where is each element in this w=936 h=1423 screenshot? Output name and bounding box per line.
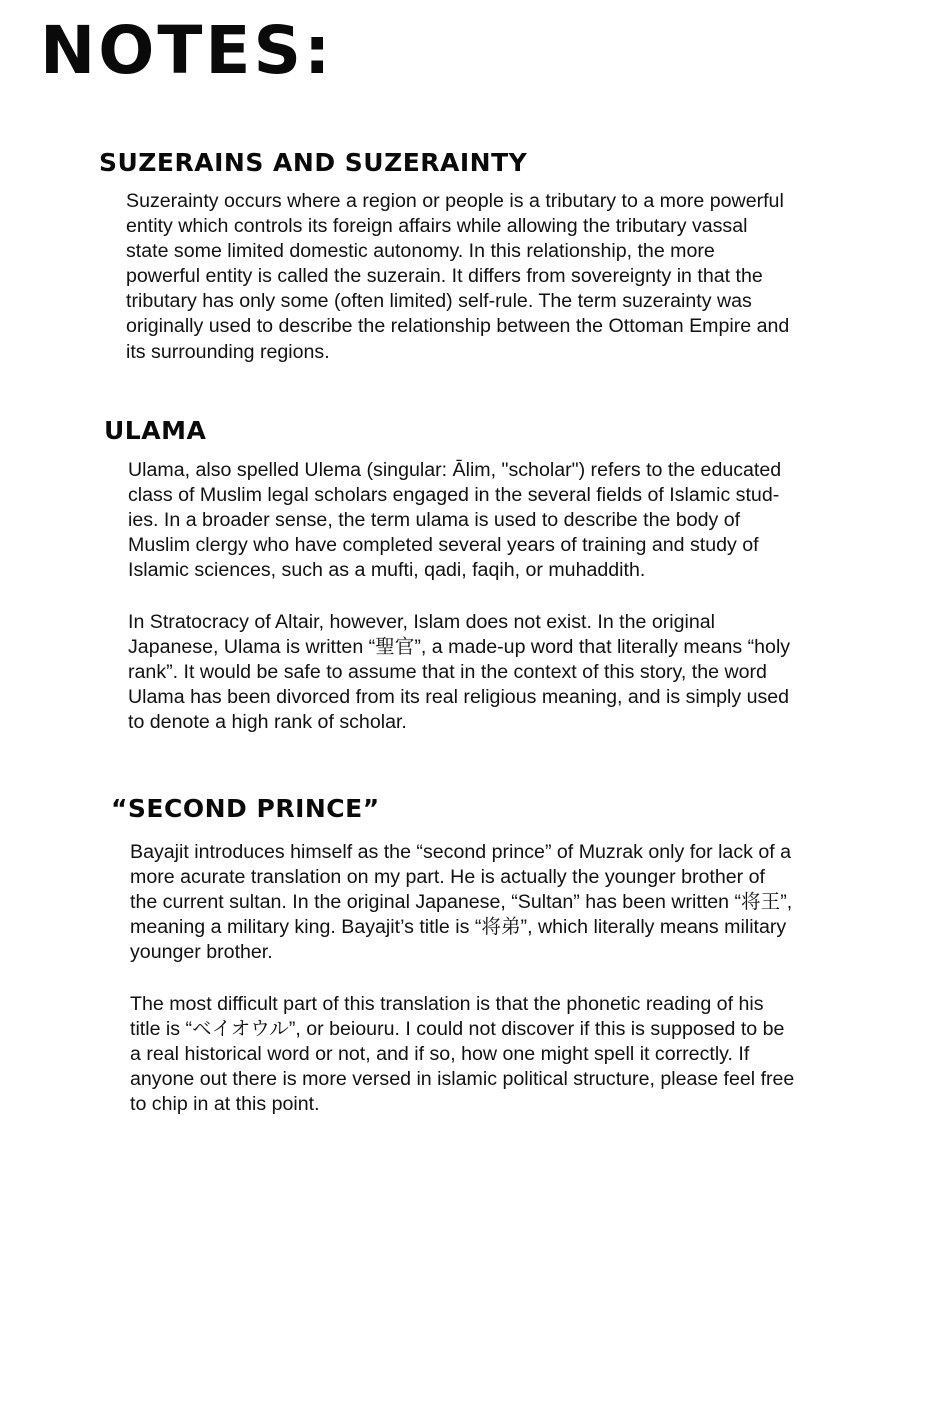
text-line: The most difficult part of this translation is that the phonetic reading of his <box>130 993 764 1015</box>
section-heading-ulama: ULAMA <box>104 416 207 445</box>
text-line: Suzerainty occurs where a region or people is a tributary to a more powerful <box>126 190 784 212</box>
section-heading-suzerainty: SUZERAINS AND SUZERAINTY <box>99 148 528 177</box>
text-line: Ulama, also spelled Ulema (singular: Ālim, "scholar") refers to the educated <box>128 459 782 481</box>
text-line: Ulama has been divorced from its real religious meaning, and is simply used <box>128 686 790 709</box>
text-line: tributary has only some (often limited) self-rule. The term suzerainty was <box>126 290 752 313</box>
text-line: rank”. It would be safe to assume that in the context of this story, the word <box>128 661 767 684</box>
text-line: to chip in at this point. <box>130 1093 320 1116</box>
text-line: entity which controls its foreign affairs while allowing the tributary vassal <box>126 215 748 238</box>
text-line: its surrounding regions. <box>126 340 330 363</box>
text-line: meaning a military king. Bayajit’s title is “将弟”, which literally means military <box>130 916 787 939</box>
paragraph-second-prince-title <box>130 840 792 965</box>
text-line: originally used to describe the relationship between the Ottoman Empire and <box>126 315 790 338</box>
text-line: Japanese, Ulama is written “聖官”, a made-up word that literally means “holy <box>128 636 791 659</box>
text-line: anyone out there is more versed in islamic political structure, please feel free <box>130 1068 795 1091</box>
paragraph-suzerainty <box>126 189 789 365</box>
text-line: a real historical word or not, and if so, how one might spell it correctly. If <box>130 1043 750 1066</box>
paragraph-ulama-context <box>128 610 790 735</box>
text-line: title is “ベイオウル”, or beiouru. I could not discover if this is supposed to be <box>130 1018 785 1041</box>
text-line: In Stratocracy of Altair, however, Islam does not exist. In the original <box>128 611 716 633</box>
text-line: Bayajit introduces himself as the “second prince” of Muzrak only for lack of a <box>130 841 792 863</box>
text-line: Muslim clergy who have completed several years of training and study of <box>128 534 759 557</box>
page-title: NOTES: <box>40 12 334 89</box>
text-line: younger brother. <box>130 941 273 964</box>
text-line: Islamic sciences, such as a mufti, qadi, faqih, or muhaddith. <box>128 559 646 582</box>
paragraph-second-prince-reading <box>130 992 794 1117</box>
text-line: state some limited domestic autonomy. In this relationship, the more <box>126 240 715 263</box>
text-line: class of Muslim legal scholars engaged in the several fields of Islamic stud- <box>128 484 780 507</box>
section-heading-second-prince: “SECOND PRINCE” <box>111 794 380 823</box>
paragraph-ulama-definition <box>128 458 781 583</box>
text-line: powerful entity is called the suzerain. It differs from sovereignty in that the <box>126 265 763 288</box>
text-line: more acurate translation on my part. He is actually the younger brother of <box>130 866 765 889</box>
text-line: to denote a high rank of scholar. <box>128 711 407 734</box>
text-line: ies. In a broader sense, the term ulama is used to describe the body of <box>128 509 741 532</box>
text-line: the current sultan. In the original Japanese, “Sultan” has been written “将王”, <box>130 891 793 914</box>
